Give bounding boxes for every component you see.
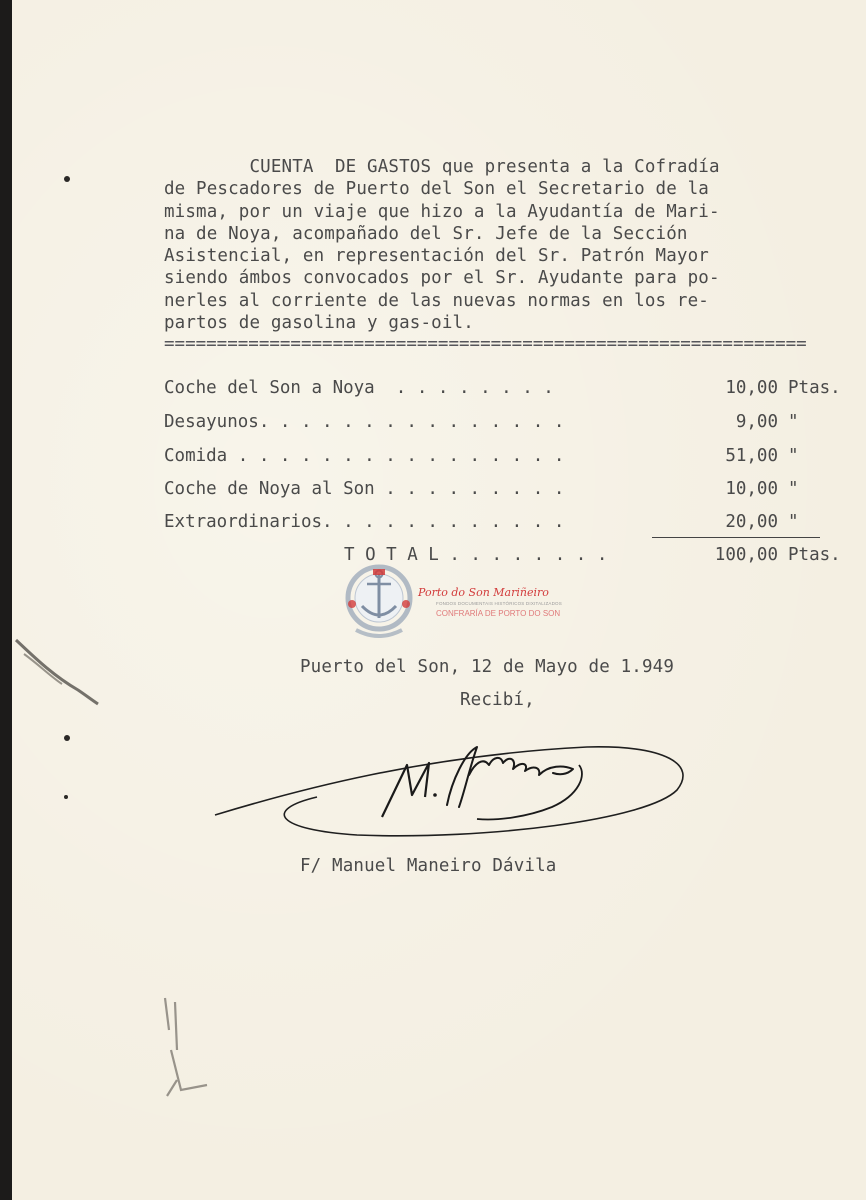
separator-line: ============================================================= xyxy=(164,334,807,354)
intro-line: siendo ámbos convocados por el Sr. Ayudante para po- xyxy=(164,268,720,289)
expense-row xyxy=(164,412,854,436)
total-row xyxy=(164,545,854,569)
watermark-organization: CONFRARÍA DE PORTO DO SON xyxy=(436,609,561,618)
intro-line: CUENTA DE GASTOS que presenta a la Cofradía xyxy=(164,157,720,177)
expense-unit: " xyxy=(788,479,799,499)
sum-underline xyxy=(652,537,820,538)
intro-line: Asistencial, en representación del Sr. Patrón Mayor xyxy=(164,246,709,267)
watermark-subtitle: FONDOS DOCUMENTAIS HISTÓRICOS DIXITALIZADOS xyxy=(436,601,562,606)
expense-row xyxy=(164,479,854,503)
punch-hole xyxy=(64,735,70,741)
place-date: Puerto del Son, 12 de Mayo de 1.949 xyxy=(300,657,675,677)
intro-line: de Pescadores de Puerto del Son el Secretario de la xyxy=(164,179,709,200)
expense-amount: 9,00 xyxy=(735,412,778,432)
ink-smudge-icon xyxy=(147,990,227,1105)
punch-hole xyxy=(64,795,68,799)
expense-row xyxy=(164,512,854,536)
total-amount: 100,00 xyxy=(714,545,778,565)
expense-report-intro xyxy=(164,156,720,334)
confraria-seal-icon xyxy=(342,560,416,642)
expense-row xyxy=(164,378,854,402)
expense-unit: Ptas. xyxy=(788,378,841,398)
intro-line: na de Noya, acompañado del Sr. Jefe de la Sección xyxy=(164,223,688,244)
watermark-brand: Porto do Son Mariñeiro xyxy=(418,586,549,599)
expense-label: Coche del Son a Noya . . . . . . . . xyxy=(164,378,554,398)
expense-label: Desayunos. . . . . . . . . . . . . . . xyxy=(164,412,565,432)
expense-amount: 10,00 xyxy=(725,479,778,499)
received-label: Recibí, xyxy=(460,690,535,710)
total-unit: Ptas. xyxy=(788,545,841,565)
expense-label: Extraordinarios. . . . . . . . . . . . xyxy=(164,512,565,532)
expense-unit: " xyxy=(788,412,799,432)
punch-hole xyxy=(64,176,70,182)
expense-label: Comida . . . . . . . . . . . . . . . . xyxy=(164,446,565,466)
intro-line: partos de gasolina y gas-oil. xyxy=(164,313,474,334)
expense-unit: " xyxy=(788,446,799,466)
expense-amount: 51,00 xyxy=(725,446,778,466)
ink-smudge-icon xyxy=(12,620,112,720)
expense-amount: 10,00 xyxy=(725,378,778,398)
expense-label: Coche de Noya al Son . . . . . . . . . xyxy=(164,479,565,499)
expense-row xyxy=(164,446,854,470)
handwritten-signature xyxy=(207,735,697,855)
typed-signatory-name: F/ Manuel Maneiro Dávila xyxy=(300,856,557,876)
total-label: T O T A L . . . . . . . . xyxy=(344,545,608,565)
expense-unit: " xyxy=(788,512,799,532)
intro-line: misma, por un viaje que hizo a la Ayudantía de Mari- xyxy=(164,201,720,222)
document-sheet xyxy=(12,0,866,1200)
intro-line: nerles al corriente de las nuevas normas en los re- xyxy=(164,290,709,311)
expense-amount: 20,00 xyxy=(725,512,778,532)
